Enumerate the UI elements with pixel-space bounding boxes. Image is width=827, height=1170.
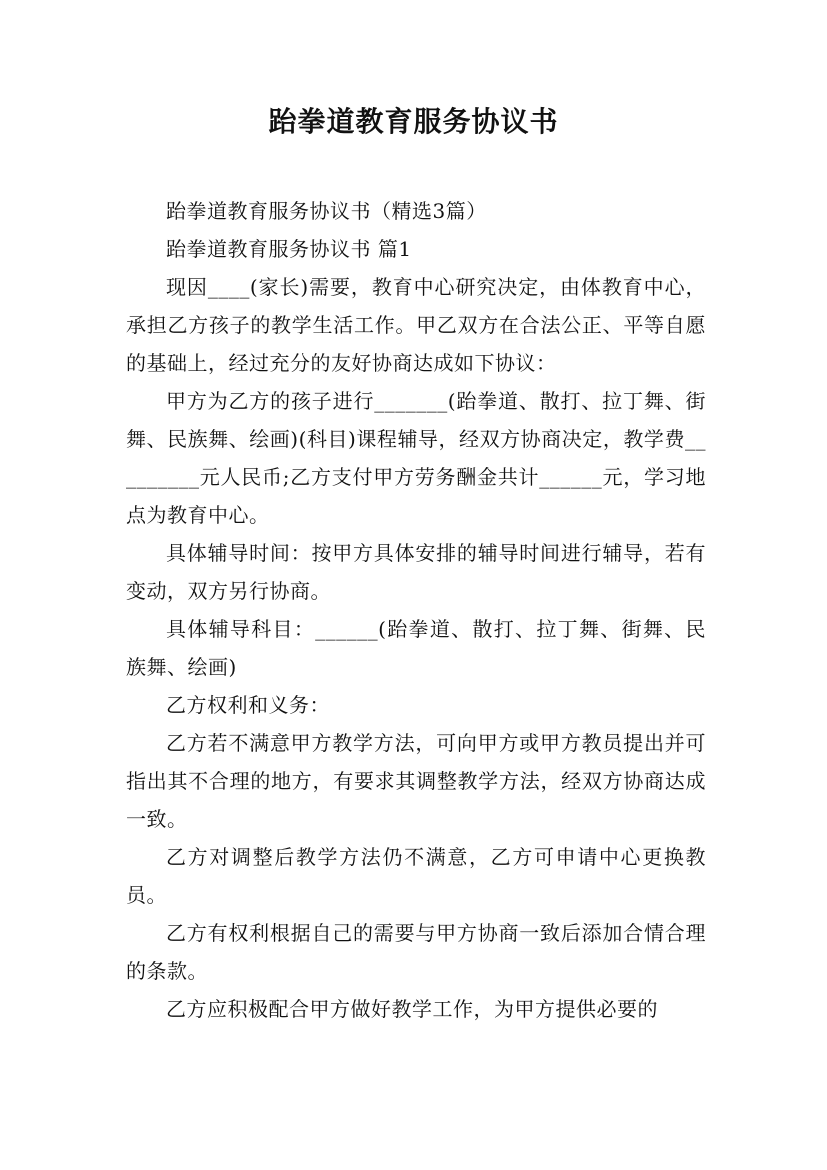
paragraph-subtitle: 跆拳道教育服务协议书（精选3篇） (166, 199, 487, 223)
paragraph-part-heading: 跆拳道教育服务协议书 篇1 (166, 237, 412, 261)
paragraph-schedule: 具体辅导时间：按甲方具体安排的辅导时间进行辅导，若有变动，双方另行协商。 (126, 541, 706, 603)
paragraph-right-1: 乙方若不满意甲方教学方法，可向甲方或甲方教员提出并可指出其不合理的地方，有要求其调整教学方法，经双方协商达成一致。 (126, 731, 706, 831)
paragraph-right-3: 乙方有权利根据自己的需要与甲方协商一致后添加合情合理的条款。 (126, 921, 706, 983)
paragraph-right-4: 乙方应积极配合甲方做好教学工作，为甲方提供必要的 (166, 997, 658, 1021)
paragraph-course-fee: 甲方为乙方的孩子进行_______(跆拳道、散打、拉丁舞、街舞、民族舞、绘画)(科目)课程辅导，经双方协商决定，教学费_________元人民币;乙方支付甲方劳务酬金共计______元，学习地点为教育中心。 (126, 389, 706, 527)
document-body (126, 192, 706, 1028)
document-title: 跆拳道教育服务协议书 (268, 105, 559, 138)
paragraph-intro: 现因____(家长)需要，教育中心研究决定，由体教育中心，承担乙方孩子的教学生活工作。甲乙双方在合法公正、平等自愿的基础上，经过充分的友好协商达成如下协议： (126, 275, 706, 375)
paragraph-subjects: 具体辅导科目：______(跆拳道、散打、拉丁舞、街舞、民族舞、绘画) (126, 617, 706, 679)
paragraph-right-2: 乙方对调整后教学方法仍不满意，乙方可申请中心更换教员。 (126, 845, 706, 907)
paragraph-rights-heading: 乙方权利和义务： (166, 693, 330, 717)
